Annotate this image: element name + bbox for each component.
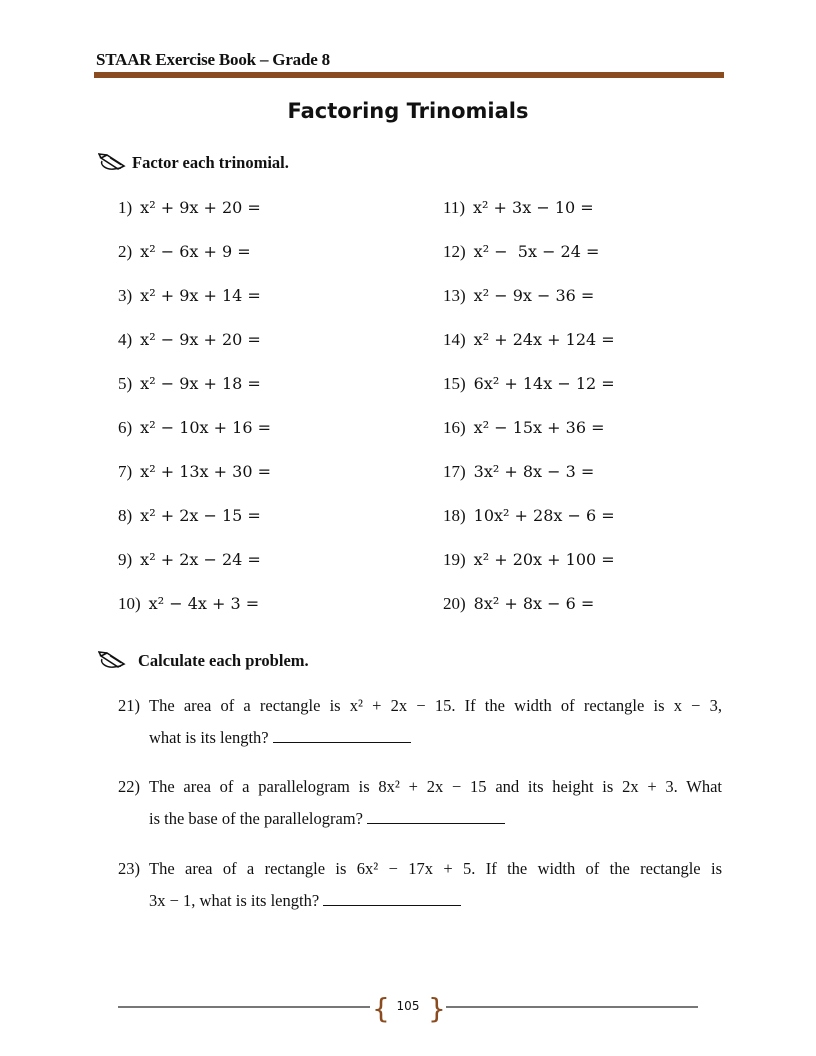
section1-instruction: [98, 152, 289, 174]
problem-number: 3): [118, 286, 133, 305]
problem-5: [118, 374, 261, 394]
trinomial-expression: 3x² + 8x − 3 =: [473, 462, 595, 481]
problem-16: [443, 418, 605, 438]
trinomial-expression: x² − 15x + 36 =: [473, 418, 605, 437]
trinomial-expression: x² − 6x + 9 =: [140, 242, 251, 261]
trinomial-expression: x² + 9x + 14 =: [140, 286, 261, 305]
problem-number: 16): [443, 418, 466, 437]
book-title: STAAR Exercise Book – Grade 8: [96, 50, 330, 69]
problem-10: [118, 594, 259, 614]
problem-8: [118, 506, 261, 526]
problem-number: 20): [443, 594, 466, 613]
problem-number: 5): [118, 374, 133, 393]
problem-18: [443, 506, 615, 526]
problem-number: 1): [118, 198, 133, 217]
problem-number: 12): [443, 242, 466, 261]
answer-blank[interactable]: [323, 891, 461, 906]
pencil-icon: [98, 152, 128, 174]
problem-14: [443, 330, 615, 350]
problem-11: [443, 198, 594, 218]
word-problem-22: [118, 771, 722, 835]
pencil-icon: [98, 650, 128, 672]
problem-2: [118, 242, 251, 262]
problem-number: 18): [443, 506, 466, 525]
trinomial-expression: x² + 20x + 100 =: [473, 550, 615, 569]
trinomial-expression: 10x² + 28x − 6 =: [473, 506, 615, 525]
word-problem-line: The area of a rectangle is 6x² − 17x + 5. If the width of the rectangle is: [149, 859, 722, 878]
right-brace-icon: }: [428, 992, 446, 1025]
problem-7: [118, 462, 271, 482]
problem-3: [118, 286, 261, 306]
word-problem-question: 3x − 1, what is its length?: [149, 891, 320, 910]
problem-4: [118, 330, 261, 350]
problem-13: [443, 286, 594, 306]
problem-number: 11): [443, 198, 466, 217]
problem-number: 9): [118, 550, 133, 569]
problem-number: 15): [443, 374, 466, 393]
word-problem-line-2: [149, 885, 722, 917]
page-title: Factoring Trinomials: [287, 99, 529, 123]
problem-number: 21): [118, 696, 140, 715]
problem-12: [443, 242, 599, 262]
word-problem-line: The area of a parallelogram is 8x² + 2x − 15 and its height is 2x + 3. What: [149, 777, 722, 796]
trinomial-expression: x² − 9x − 36 =: [473, 286, 595, 305]
trinomial-expression: x² + 9x + 20 =: [140, 198, 261, 217]
problem-number: 6): [118, 418, 133, 437]
trinomial-expression: x² + 13x + 30 =: [140, 462, 271, 481]
problem-number: 22): [118, 777, 140, 796]
trinomial-expression: x² − 5x − 24 =: [473, 242, 600, 261]
word-problem-question: is the base of the parallelogram?: [149, 809, 363, 828]
trinomial-expression: x² − 9x + 18 =: [140, 374, 261, 393]
trinomial-expression: 8x² + 8x − 6 =: [473, 594, 595, 613]
problem-number: 10): [118, 594, 141, 613]
problem-number: 14): [443, 330, 466, 349]
problem-number: 19): [443, 550, 466, 569]
problem-20: [443, 594, 594, 614]
problem-number: 17): [443, 462, 466, 481]
trinomial-expression: x² − 10x + 16 =: [140, 418, 271, 437]
section2-instruction-text: Calculate each problem.: [138, 651, 309, 670]
word-problem-line: The area of a rectangle is x² + 2x − 15. If the width of rectangle is x − 3,: [149, 696, 722, 715]
problem-number: 7): [118, 462, 133, 481]
problem-15: [443, 374, 615, 394]
word-problem-question: what is its length?: [149, 728, 269, 747]
trinomial-expression: x² + 3x − 10 =: [473, 198, 594, 217]
page-number: 105: [396, 999, 420, 1013]
word-problem-line-2: [149, 722, 722, 754]
answer-blank[interactable]: [273, 728, 411, 743]
problem-number: 2): [118, 242, 133, 261]
section1-instruction-text: Factor each trinomial.: [132, 153, 289, 172]
problem-1: [118, 198, 261, 218]
problem-number: 13): [443, 286, 466, 305]
word-problem-line-2: [149, 803, 722, 835]
problem-number: 8): [118, 506, 133, 525]
word-problem-23: [118, 853, 722, 917]
trinomial-expression: x² − 9x + 20 =: [140, 330, 261, 349]
trinomial-expression: x² + 2x − 15 =: [140, 506, 261, 525]
trinomial-expression: 6x² + 14x − 12 =: [473, 374, 615, 393]
problem-9: [118, 550, 261, 570]
answer-blank[interactable]: [367, 809, 505, 824]
problem-number: 23): [118, 859, 140, 878]
word-problem-21: [118, 690, 722, 754]
problem-number: 4): [118, 330, 133, 349]
header-rule: [94, 72, 724, 78]
trinomial-expression: x² + 2x − 24 =: [140, 550, 261, 569]
problem-17: [443, 462, 594, 482]
trinomial-expression: x² − 4x + 3 =: [148, 594, 260, 613]
left-brace-icon: {: [372, 992, 390, 1025]
problem-6: [118, 418, 271, 438]
problem-19: [443, 550, 615, 570]
section2-instruction: [98, 650, 309, 672]
trinomial-expression: x² + 24x + 124 =: [473, 330, 615, 349]
